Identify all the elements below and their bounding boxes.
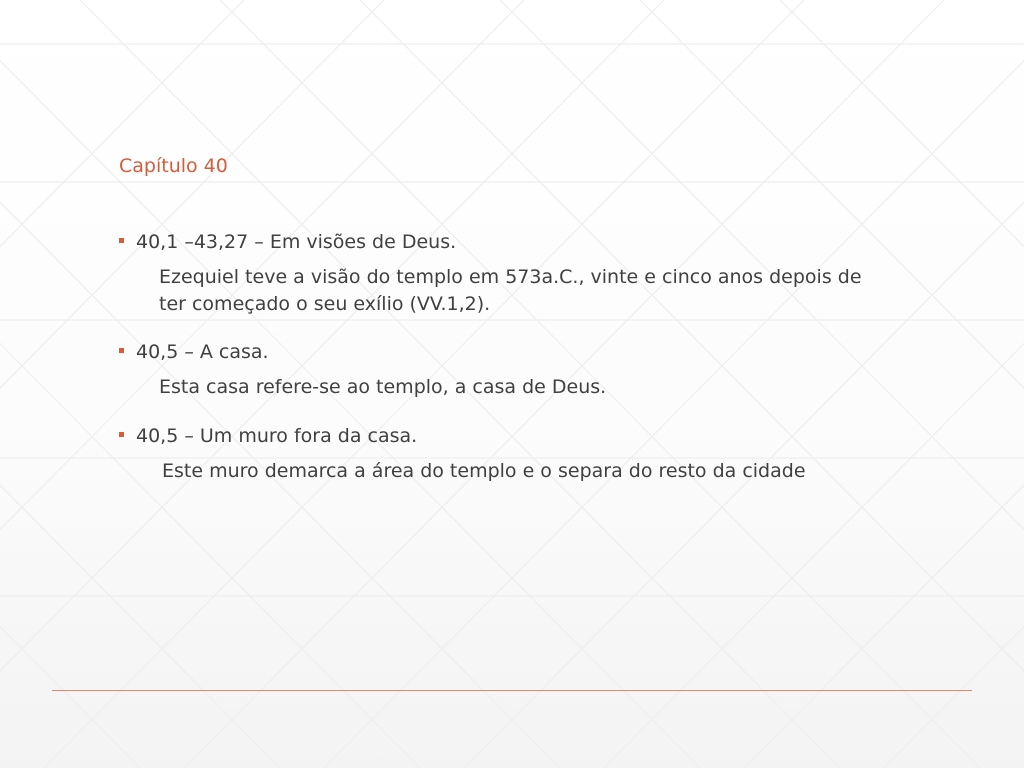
bullet-heading: 40,1 –43,27 – Em visões de Deus. [136, 231, 457, 253]
detail-line: ter começado o seu exílio (VV.1,2). [159, 293, 491, 315]
bullet-item [119, 340, 269, 364]
bullet-heading: 40,5 – Um muro fora da casa. [136, 425, 418, 447]
detail-line: Este muro demarca a área do templo e o separa do resto da cidade [162, 460, 806, 482]
bullet-detail [159, 264, 862, 318]
bullet-item [119, 230, 456, 254]
bullet-item [119, 424, 417, 448]
slide-title: Capítulo 40 [119, 155, 228, 177]
bullet-heading: 40,5 – A casa. [136, 341, 269, 363]
square-bullet-icon [119, 348, 124, 353]
square-bullet-icon [119, 432, 124, 437]
bullet-detail [159, 374, 606, 401]
detail-line: Esta casa refere-se ao templo, a casa de Deus. [159, 376, 607, 398]
footer-divider [52, 690, 972, 691]
square-bullet-icon [119, 238, 124, 243]
bullet-detail [162, 458, 806, 485]
detail-line: Ezequiel teve a visão do templo em 573a.C., vinte e cinco anos depois de [159, 266, 862, 288]
